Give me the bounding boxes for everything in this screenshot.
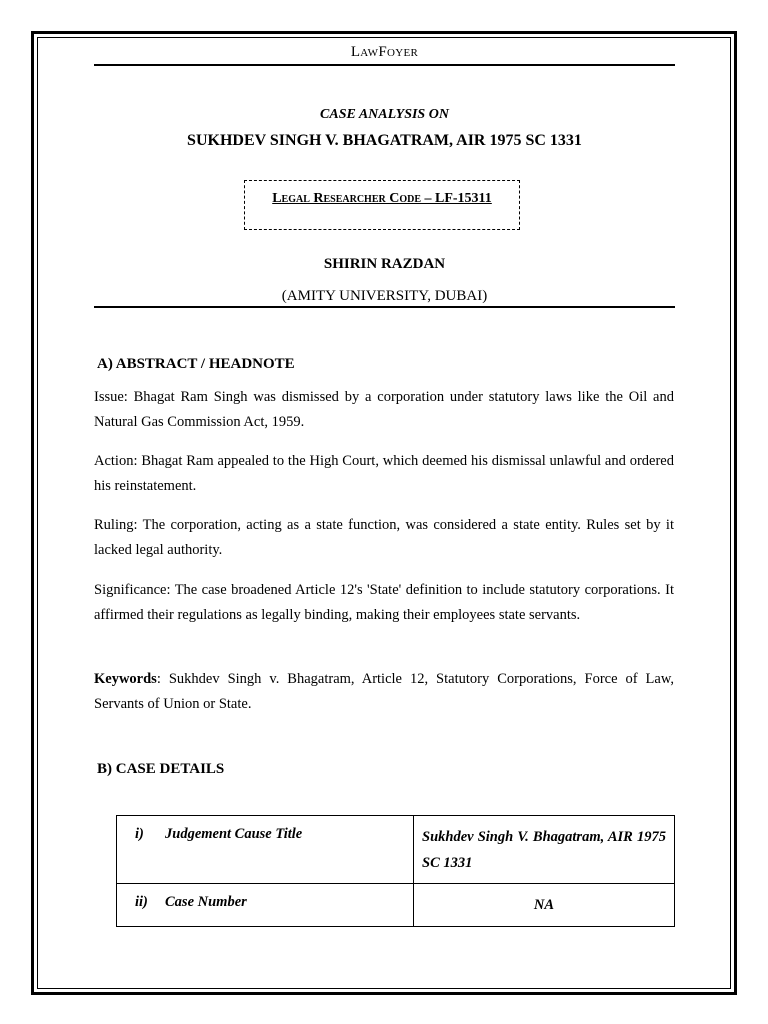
row-number: i) — [117, 816, 166, 884]
header-brand: LawFoyer — [350, 44, 419, 60]
researcher-code: Legal Researcher Code – LF-15311 — [272, 191, 492, 206]
title-block-rule — [94, 306, 675, 308]
row-label: Case Number — [165, 884, 414, 927]
case-kicker: CASE ANALYSIS ON — [320, 107, 449, 122]
keywords-label: Keywords — [94, 671, 157, 687]
row-value: NA — [414, 884, 675, 927]
section-b-heading: B) CASE DETAILS — [97, 761, 225, 777]
keywords-text: : Sukhdev Singh v. Bhagatram, Article 12, Statutory Corporations, Force of Law, Servants of Union or State. — [94, 671, 674, 712]
para-issue: Issue: Bhagat Ram Singh was dismissed by a corporation under statutory laws like the Oil and Natural Gas Commission Act, 1959. — [94, 389, 674, 430]
header-rule — [94, 64, 675, 66]
para-action: Action: Bhagat Ram appealed to the High Court, which deemed his dismissal unlawful and ordered his reinstatement. — [94, 453, 674, 494]
row-label: Judgement Cause Title — [165, 816, 414, 884]
section-a-heading: A) ABSTRACT / HEADNOTE — [97, 356, 295, 372]
case-title: SUKHDEV SINGH V. BHAGATRAM, AIR 1975 SC 1331 — [187, 132, 582, 149]
row-number: ii) — [117, 884, 166, 927]
para-significance: Significance: The case broadened Article 12's 'State' definition to include statutory corporations. It affirmed their regulations as legally binding, making their employees state servants. — [94, 582, 674, 623]
author-affiliation: (AMITY UNIVERSITY, DUBAI) — [281, 288, 488, 304]
case-details-table — [116, 815, 675, 927]
table-row — [117, 884, 675, 927]
para-ruling: Ruling: The corporation, acting as a state function, was considered a state entity. Rules set by it lacked legal authority. — [94, 517, 674, 558]
row-value: Sukhdev Singh V. Bhagatram, AIR 1975 SC 1331 — [414, 816, 675, 884]
table-row — [117, 816, 675, 884]
author-name: SHIRIN RAZDAN — [323, 256, 446, 272]
para-keywords — [94, 667, 674, 717]
